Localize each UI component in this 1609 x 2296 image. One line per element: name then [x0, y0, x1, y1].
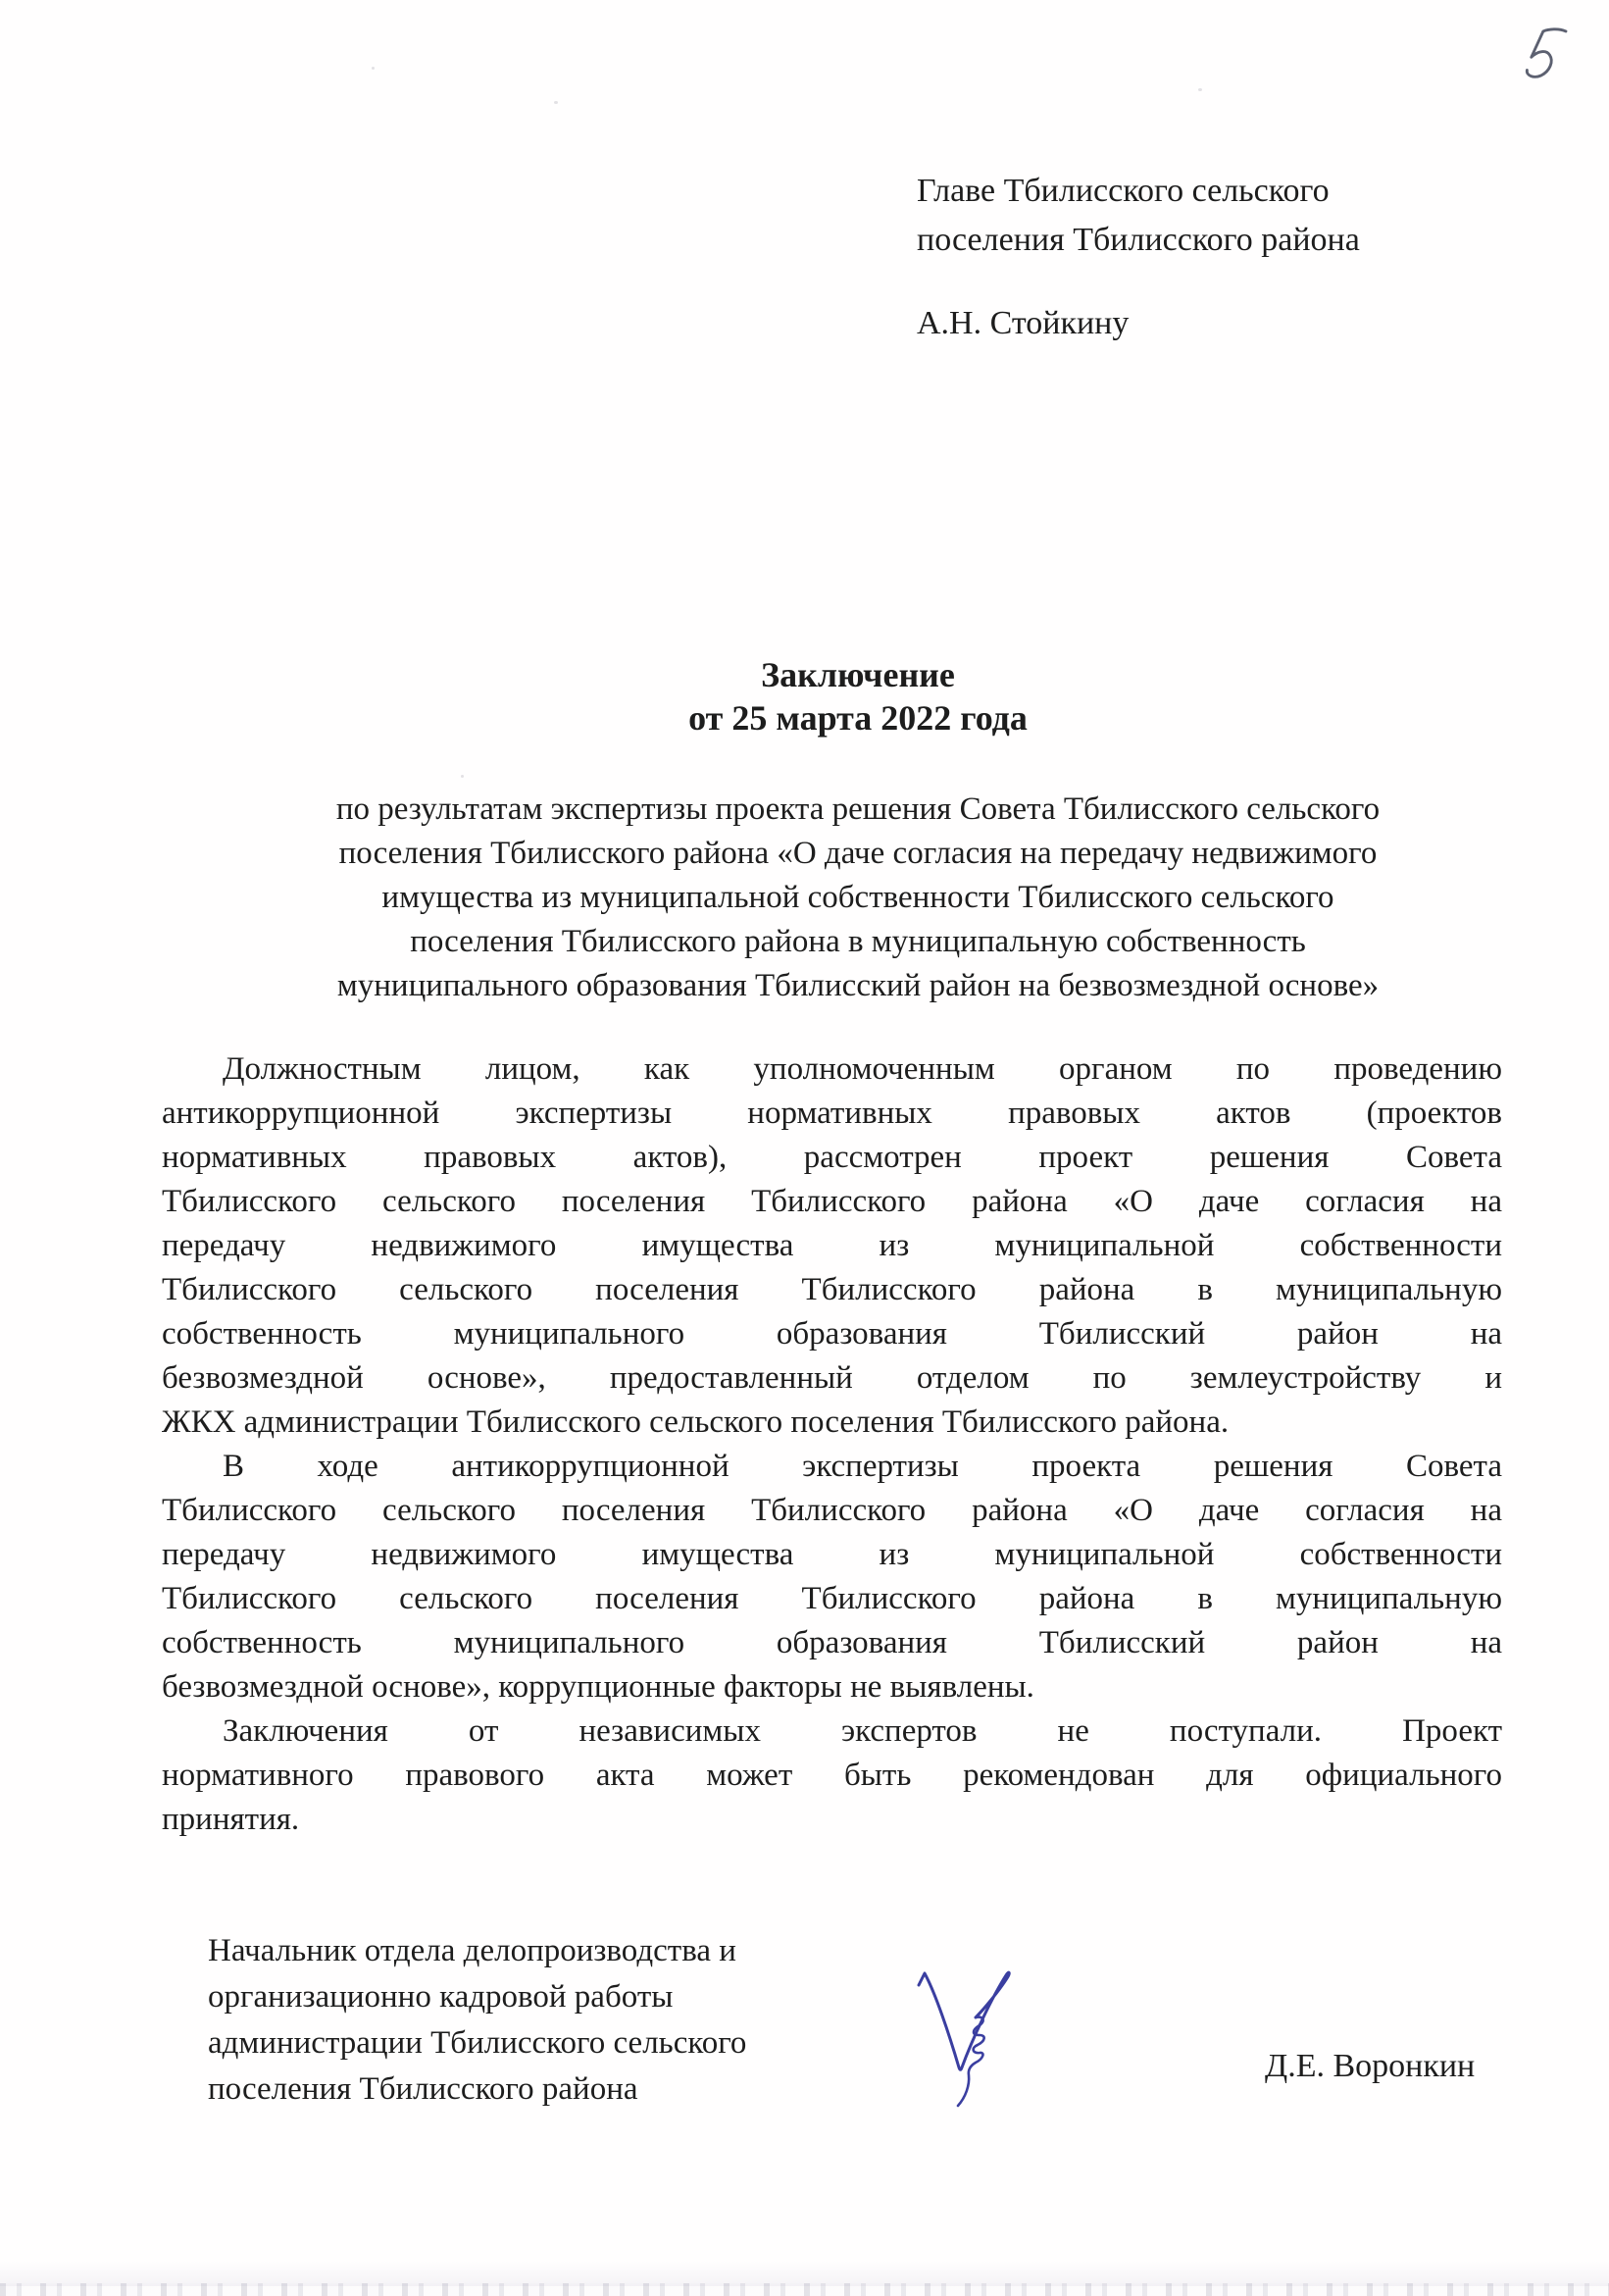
signer-name: Д.Е. Воронкин — [1265, 2048, 1476, 2084]
paragraph-line: передачу недвижимого имущества из муниципальной собственности — [162, 1228, 1502, 1263]
paragraph — [162, 1047, 1502, 1445]
paragraph-line: Должностным лицом, как уполномоченным органом по проведению — [223, 1051, 1502, 1087]
document-title — [186, 653, 1530, 740]
signoff-block — [208, 1928, 894, 2113]
paragraph-line: антикоррупционной экспертизы нормативных правовых актов (проектов — [162, 1096, 1502, 1131]
handwritten-signature — [914, 1960, 1031, 2117]
signature-icon — [914, 1960, 1031, 2117]
subject-line: поселения Тбилисского района в муниципальную собственность — [410, 924, 1306, 959]
scan-speck — [1198, 88, 1202, 91]
subject-line: поселения Тбилисского района «О даче согласия на передачу недвижимого — [338, 836, 1378, 871]
paragraph — [162, 1445, 1502, 1709]
handwritten-page-number — [1512, 22, 1577, 86]
addressee-name: А.Н. Стойкину — [917, 305, 1130, 341]
paragraph — [162, 1709, 1502, 1842]
paragraph-line: безвозмездной основе», предоставленный отделом по землеустройству и — [162, 1360, 1502, 1396]
signoff-position-line: поселения Тбилисского района — [208, 2071, 638, 2107]
scan-artifact-bottom-edge — [0, 2283, 1609, 2296]
handwritten-digit-5-icon — [1512, 22, 1577, 86]
paragraph-line: Тбилисского сельского поселения Тбилисского района в муниципальную — [162, 1272, 1502, 1307]
addressee-line: Главе Тбилисского сельского — [917, 173, 1330, 209]
paragraph-line: передачу недвижимого имущества из муниципальной собственности — [162, 1537, 1502, 1572]
paragraph-line: Тбилисского сельского поселения Тбилисского района «О даче согласия на — [162, 1184, 1502, 1219]
addressee-block — [917, 167, 1466, 348]
signoff-position-line: организационно кадровой работы — [208, 1979, 674, 2015]
paragraph-line: Заключения от независимых экспертов не поступали. Проект — [223, 1713, 1502, 1749]
paragraph-line: безвозмездной основе», коррупционные факторы не выявлены. — [162, 1669, 1034, 1705]
title-date: от 25 марта 2022 года — [688, 698, 1028, 738]
signoff-position-line: администрации Тбилисского сельского — [208, 2025, 747, 2061]
title-heading: Заключение — [761, 655, 955, 694]
subject-line: имущества из муниципальной собственности Тбилисского сельского — [381, 880, 1334, 915]
paragraph-line: Тбилисского сельского поселения Тбилисского района в муниципальную — [162, 1581, 1502, 1616]
addressee-line: поселения Тбилисского района — [917, 222, 1360, 258]
paragraph-line: принятия. — [162, 1802, 300, 1837]
paragraph-line: нормативного правового акта может быть рекомендован для официального — [162, 1758, 1502, 1793]
scan-speck — [554, 101, 558, 104]
scan-speck — [461, 775, 464, 778]
paragraph-line: ЖКХ администрации Тбилисского сельского поселения Тбилисского района. — [162, 1404, 1230, 1440]
paragraph-line: В ходе антикоррупционной экспертизы проекта решения Совета — [223, 1449, 1502, 1484]
subject-paragraph — [186, 788, 1530, 1008]
signoff-position-line: Начальник отдела делопроизводства и — [208, 1933, 736, 1968]
subject-line: по результатам экспертизы проекта решения Совета Тбилисского сельского — [335, 791, 1381, 827]
paragraph-line: собственность муниципального образования Тбилисский район на — [162, 1316, 1502, 1352]
paragraph-line: Тбилисского сельского поселения Тбилисского района «О даче согласия на — [162, 1493, 1502, 1528]
paragraph-line: собственность муниципального образования Тбилисский район на — [162, 1625, 1502, 1660]
body-text — [162, 1047, 1502, 1842]
paragraph-line: нормативных правовых актов), рассмотрен проект решения Совета — [162, 1140, 1502, 1175]
scan-speck — [372, 67, 375, 70]
subject-line: муниципального образования Тбилисский район на безвозмездной основе» — [336, 968, 1380, 1003]
